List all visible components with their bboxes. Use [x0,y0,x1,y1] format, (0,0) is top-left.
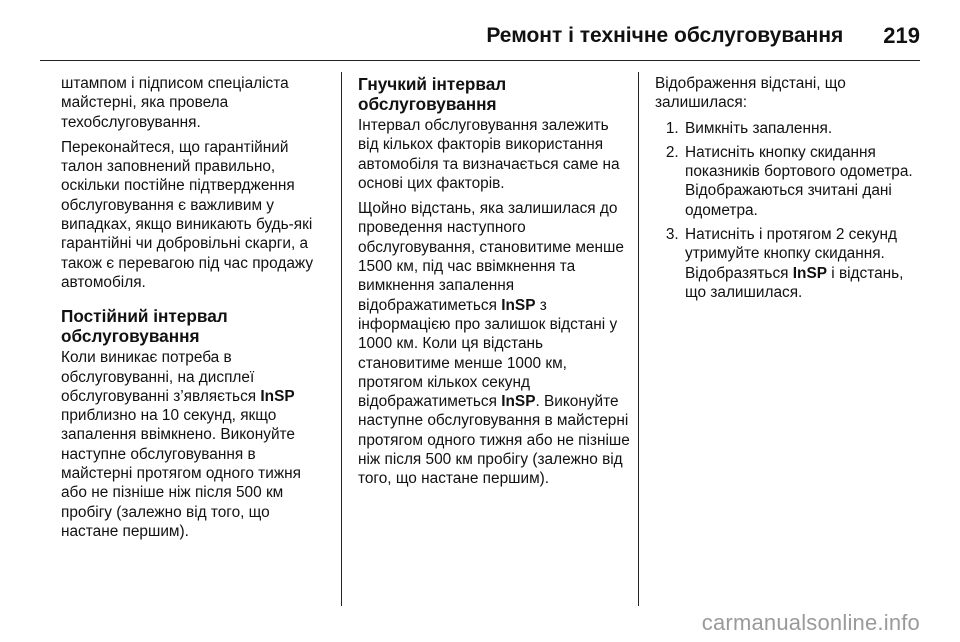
inspection-code: InSP [260,387,295,405]
list-item: 2. Натисніть кнопку скидання показників бортового одометра. Відображаються зчитані дані одометра. [683,143,927,220]
paragraph-factors: Інтервал обслуговування залежить від кількох факторів використання автомобіля та визначається саме на основі цих факторів. [358,117,620,192]
text-segment: і відстань, що залишилася. [685,264,904,301]
column-2 [358,74,630,495]
paragraph-warranty: Переконайтеся, що гарантійний талон заповнений правильно, оскільки постійне підтвердження обслуговування є важливим у випадках, якщо виникають будь-які гарантійні чи добровільні скарги, а також є перевагою під час продажу автомобіля. [61,138,314,291]
paragraph-fixed-interval [61,348,331,541]
column-divider-1 [341,72,342,606]
text-segment: приблизно на 10 секунд, якщо запалення ввімкнено. Виконуйте наступне обслуговування в майстерні протягом одного тижня або не пізніше ніж після 500 км пробігу (залежно від того, що настане першим). [61,407,301,540]
column-1 [61,74,331,547]
paragraph-flexible-interval [358,199,630,488]
text-segment: Натисніть і протягом 2 секунд утримуйте кнопку скидання. Відобразяться [685,226,897,282]
header-rule [40,60,920,61]
text-segment: Виконуйте наступне обслуговування в майстерні протягом одного тижня або не пізніше ніж після 500 км пробігу (залежно від того, що настане першим). [358,393,630,488]
text-segment: з інформацією про залишок відстані у 1000 км. Коли ця відстань становитиме менше 1000 км, протягом кількох секунд відображатиметься [358,296,618,411]
watermark: carmanualsonline.info [701,610,920,635]
inspection-code: InSP [501,393,536,411]
page-header [40,18,920,54]
list-item: 1. Вимкніть запалення. [683,119,927,138]
heading-fixed-interval: Постійний інтервал обслуговування [61,306,228,347]
text-segment: Щойно відстань, яка залишилася до проведення наступного обслуговування, становитиме менше 1500 км, під час ввімкнення та вимкнення запалення відображатиметься [358,200,624,314]
steps-list [655,119,927,303]
paragraph-stamp: штампом і підписом спеціаліста майстерні, яка провела техобслуговування. [61,75,289,131]
heading-flexible-interval: Гнучкий інтервал обслуговування [358,74,507,114]
page-number: 219 [883,23,920,48]
inspection-code: InSP [792,264,827,282]
text-segment: . [535,393,540,411]
page-title: Ремонт і технічне обслуговування [486,24,844,47]
inspection-code: InSP [501,296,536,314]
paragraph-distance-intro: Відображення відстані, що залишилася: [655,75,846,112]
text-segment: Коли виникає потреба в обслуговуванні, на дисплеї обслуговуванні з’являється [61,349,257,405]
list-item [683,225,927,302]
column-3 [655,74,927,307]
column-divider-2 [638,72,639,606]
